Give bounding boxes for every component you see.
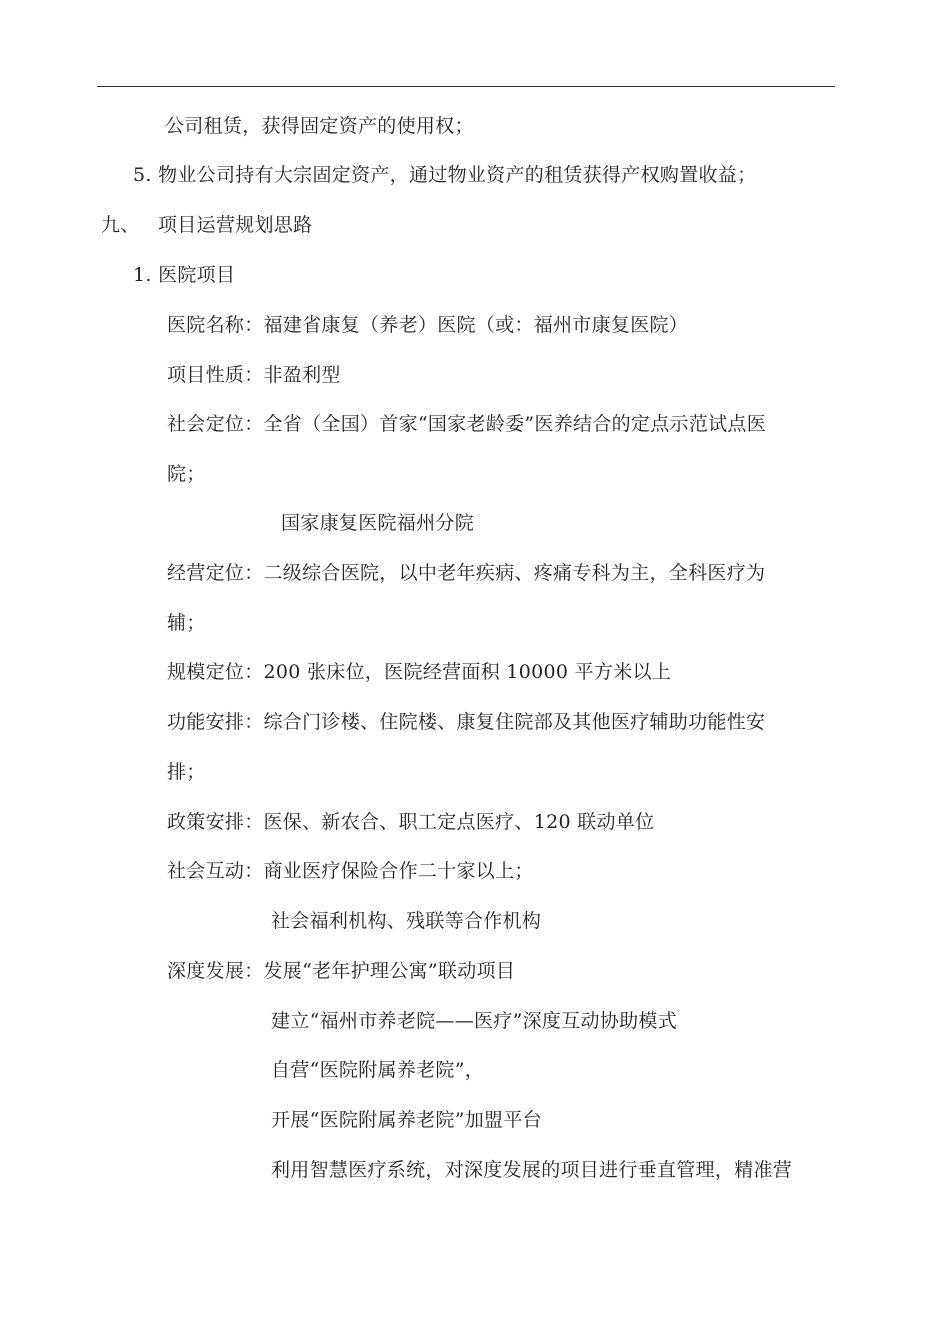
text-line-policy-arrangement: 政策安排：医保、新农合、职工定点医疗、120 联动单位 (167, 811, 655, 833)
text-line-hospital-name: 医院名称：福建省康复（养老）医院（或：福州市康复医院） (167, 314, 689, 336)
header-rule (97, 86, 835, 87)
text-line-social-interaction: 社会互动：商业医疗保险合作二十家以上； (167, 860, 534, 882)
text-line-smart-medical: 利用智慧医疗系统，对深度发展的项目进行垂直管理，精准营 (271, 1159, 793, 1181)
text-line-establish-mode: 建立“福州市养老院——医疗”深度互动协助模式 (271, 1010, 678, 1032)
text-line-item-5: 5. 物业公司持有大宗固定资产，通过物业资产的租赁获得产权购置收益； (133, 164, 757, 186)
text-line-scale-positioning: 规模定位：200 张床位，医院经营面积 10000 平方米以上 (167, 661, 672, 683)
section-heading-operation-plan: 项目运营规划思路 (158, 214, 313, 236)
text-line-national-branch: 国家康复医院福州分院 (281, 512, 475, 534)
text-line-function-arrangement-cont: 排； (167, 761, 206, 783)
text-line-project-nature: 项目性质：非盈利型 (167, 364, 341, 386)
section-number-nine: 九、 (101, 214, 140, 236)
text-line-deep-development: 深度发展：发展“老年护理公寓”联动项目 (167, 960, 516, 982)
text-line-function-arrangement: 功能安排：综合门诊楼、住院楼、康复住院部及其他医疗辅助功能性安 (167, 711, 766, 733)
text-line-franchise-platform: 开展“医院附属养老院”加盟平台 (271, 1109, 542, 1131)
text-line-business-positioning-cont: 辅； (167, 612, 206, 634)
subheading-hospital-project: 1. 医院项目 (133, 264, 236, 286)
text-line-social-positioning-cont: 院； (167, 463, 206, 485)
text-line-lease: 公司租赁，获得固定资产的使用权； (165, 115, 474, 137)
text-line-business-positioning: 经营定位：二级综合医院，以中老年疾病、疼痛专科为主，全科医疗为 (167, 562, 766, 584)
text-line-social-positioning: 社会定位：全省（全国）首家“国家老龄委”医养结合的定点示范试点医 (167, 413, 767, 435)
text-line-self-operated: 自营“医院附属养老院”， (271, 1059, 485, 1081)
text-line-welfare-institutions: 社会福利机构、残联等合作机构 (271, 910, 542, 932)
